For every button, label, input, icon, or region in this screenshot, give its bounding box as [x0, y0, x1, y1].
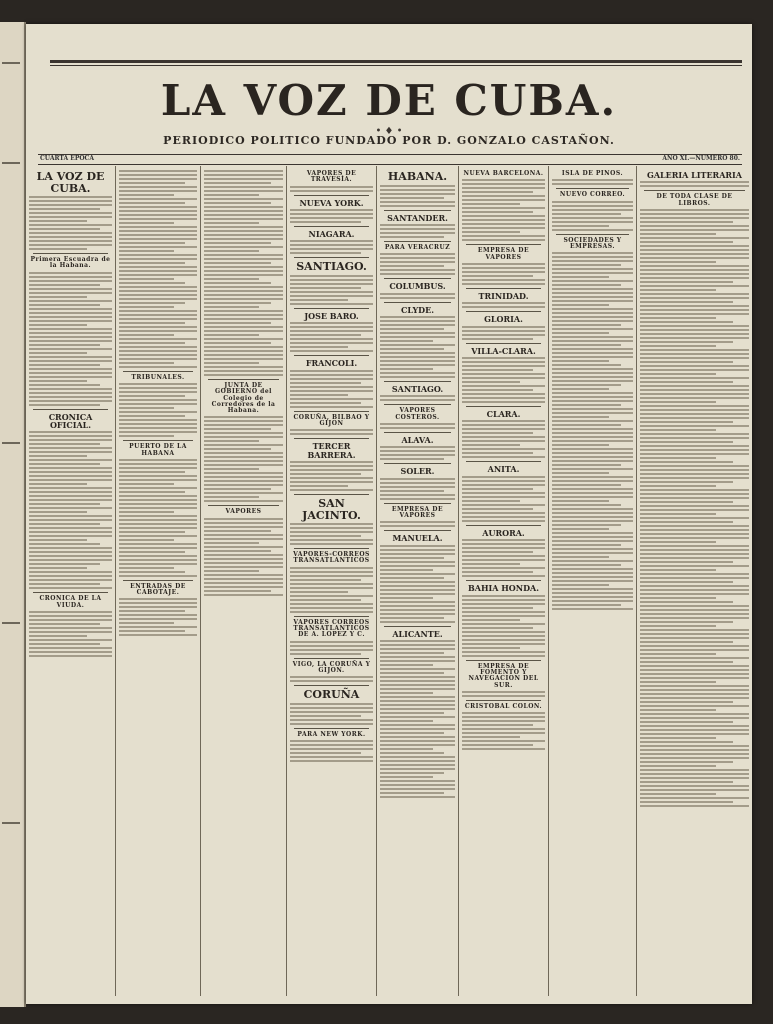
column-separator-rule	[294, 548, 369, 549]
article-heading: Primera Escuadra de la Habana.	[30, 256, 111, 270]
edition-label: CUARTA EPOCA	[40, 155, 94, 162]
article-heading: NUEVA BARCELONA.	[463, 170, 544, 177]
article-heading: EMPRESA DE FOMENTO Y NAVEGACION DEL SUR.	[468, 662, 539, 689]
article-body	[204, 416, 283, 502]
article-heading: COLUMBUS.	[389, 281, 446, 292]
article-body	[119, 598, 197, 636]
masthead-rule-thin	[50, 65, 742, 66]
article-body	[290, 740, 373, 762]
article-heading: PARA VERACRUZ	[384, 243, 451, 251]
article-heading: DE TODA CLASE DE LIBROS.	[656, 193, 733, 207]
column-separator-rule	[294, 308, 369, 309]
column-separator-rule	[384, 503, 451, 504]
article-heading: EMPRESA DE VAPORES	[391, 505, 444, 520]
article-body	[380, 224, 455, 238]
article-heading: GLORIA.	[484, 314, 523, 325]
article-heading: VAPORES DE TRAVESÍA.	[306, 170, 357, 184]
column-separator-rule	[123, 580, 193, 581]
column-separator-rule	[384, 626, 451, 627]
column-separator-rule	[466, 525, 541, 526]
article-heading: ANITA.	[487, 464, 520, 475]
article-body	[29, 272, 112, 406]
masthead-rule	[50, 60, 742, 63]
article-heading: SAN JACINTO.	[302, 497, 361, 522]
issue-number: AÑO XI.—NUMERO 80.	[662, 155, 740, 162]
article-heading: VAPORES	[225, 508, 262, 516]
column-separator-rule	[33, 409, 108, 410]
article-heading: TRIBUNALES.	[131, 374, 185, 381]
newspaper-column	[459, 166, 549, 996]
article-heading: TRINIDAD.	[478, 290, 529, 301]
article-heading: JOSE BARO.	[304, 310, 359, 321]
article-heading: CRONICA OFICIAL.	[48, 411, 93, 431]
article-heading: BAHIA HONDA.	[467, 583, 540, 594]
article-body	[640, 209, 749, 807]
article-heading: CRONICA DE LA VIUDA.	[39, 595, 102, 609]
article-heading: JUNTA DE GOBIERNO del Colegio de Corredores de la Habana.	[211, 382, 276, 415]
article-body	[380, 316, 455, 378]
article-heading: TERCER BARRERA.	[307, 441, 356, 460]
article-body	[290, 676, 373, 682]
article-body	[290, 275, 373, 305]
article-heading: ENTRADAS DE CABOTAJE.	[130, 582, 186, 597]
article-body	[380, 446, 455, 460]
column-separator-rule	[384, 530, 451, 531]
article-body	[462, 263, 545, 285]
article-body	[462, 326, 545, 340]
newspaper-column	[549, 166, 637, 996]
column-separator-rule	[556, 188, 629, 189]
article-body	[119, 383, 197, 437]
article-body	[552, 201, 633, 231]
article-body	[380, 293, 455, 299]
article-heading: SOLER.	[400, 466, 435, 477]
column-separator-rule	[466, 288, 541, 289]
column-separator-rule	[466, 244, 541, 245]
article-body	[380, 253, 455, 275]
article-body	[29, 611, 112, 657]
article-heading: NIAGARA.	[308, 228, 355, 239]
article-body	[552, 179, 633, 185]
article-heading: ALICANTE.	[392, 628, 443, 639]
article-body	[380, 521, 455, 527]
article-body	[290, 186, 373, 192]
article-body	[29, 196, 112, 250]
article-body	[29, 431, 112, 589]
newspaper-column	[116, 166, 201, 996]
article-body	[462, 476, 545, 522]
article-body	[290, 209, 373, 223]
column-separator-rule	[33, 592, 108, 593]
article-heading: SANTANDER.	[387, 212, 448, 223]
article-body	[380, 545, 455, 623]
article-heading: ISLA DE PINOS.	[561, 170, 624, 177]
column-separator-rule	[294, 438, 369, 439]
column-separator-rule	[466, 343, 541, 344]
article-body	[380, 395, 455, 401]
article-body	[462, 691, 545, 697]
column-separator-rule	[123, 371, 193, 372]
column-separator-rule	[294, 728, 369, 729]
article-heading: FRANCOLI.	[305, 358, 358, 369]
article-body	[290, 240, 373, 254]
article-body	[290, 370, 373, 408]
article-heading: SANTIAGO.	[391, 384, 444, 395]
article-body	[380, 185, 455, 207]
column-separator-rule	[294, 494, 369, 495]
dateline-rule-bottom	[38, 164, 742, 165]
column-separator-rule	[384, 463, 451, 464]
dateline-rule	[38, 154, 742, 155]
article-heading: VILLA-CLARA.	[471, 345, 536, 356]
column-separator-rule	[294, 658, 369, 659]
article-heading: CLYDE.	[400, 304, 434, 315]
masthead-ornament: • ♦ •	[375, 126, 403, 137]
article-heading: LA VOZ DE CUBA.	[36, 170, 105, 195]
column-separator-rule	[384, 302, 451, 303]
article-heading: EMPRESA DE VAPORES	[477, 247, 530, 261]
article-body	[290, 461, 373, 491]
newspaper-column	[26, 166, 116, 996]
article-body	[290, 641, 373, 655]
column-separator-rule	[466, 700, 541, 701]
column-separator-rule	[384, 432, 451, 433]
article-body	[204, 518, 283, 596]
article-body	[380, 423, 455, 429]
article-body	[462, 302, 545, 308]
column-separator-rule	[384, 404, 451, 405]
article-body	[119, 170, 197, 368]
newspaper-column	[201, 166, 287, 996]
article-heading: VAPORES COSTEROS.	[395, 407, 440, 421]
article-body	[380, 478, 455, 500]
column-separator-rule	[384, 278, 451, 279]
article-heading: VIGO, LA CORUÑA Y GIJON.	[292, 660, 371, 674]
column-separator-rule	[384, 241, 451, 242]
article-heading: CORUÑA	[303, 688, 360, 702]
column-separator-rule	[466, 461, 541, 462]
article-heading: ALAVA.	[401, 435, 434, 445]
article-body	[462, 595, 545, 657]
article-heading: SOCIEDADES Y EMPRESAS.	[563, 236, 622, 250]
column-separator-rule	[294, 685, 369, 686]
article-body	[462, 539, 545, 577]
column-separator-rule	[466, 580, 541, 581]
column-separator-rule	[294, 195, 369, 196]
column-separator-rule	[33, 253, 108, 254]
column-separator-rule	[294, 355, 369, 356]
column-separator-rule	[294, 411, 369, 412]
article-heading: MANUELA.	[392, 533, 443, 544]
article-body	[290, 703, 373, 725]
column-separator-rule	[466, 311, 541, 312]
column-separator-rule	[208, 379, 279, 380]
article-body	[290, 322, 373, 352]
article-heading: CLARA.	[486, 409, 521, 420]
column-separator-rule	[466, 406, 541, 407]
newspaper-column	[637, 166, 752, 996]
newspaper-column	[287, 166, 377, 996]
article-body	[462, 712, 545, 750]
article-heading: NUEVO CORREO.	[559, 191, 626, 199]
column-separator-rule	[556, 234, 629, 235]
column-separator-rule	[466, 660, 541, 661]
newspaper-column	[377, 166, 459, 996]
column-separator-rule	[644, 190, 745, 191]
masthead-subtitle: PERIODICO POLITICO FUNDADO POR D. GONZALO CASTAÑON.	[163, 134, 615, 147]
column-separator-rule	[208, 505, 279, 506]
newspaper-page	[26, 24, 752, 1004]
column-separator-rule	[123, 440, 193, 441]
article-heading: HABANA.	[387, 170, 448, 183]
article-body	[290, 567, 373, 613]
article-body	[204, 170, 283, 376]
article-heading: AURORA.	[482, 527, 525, 538]
adjacent-page-edge	[0, 22, 26, 1007]
article-body	[462, 357, 545, 403]
article-body	[380, 640, 455, 798]
article-body	[640, 181, 749, 187]
article-body	[290, 523, 373, 545]
article-heading: SANTIAGO.	[296, 260, 367, 274]
article-heading: CRISTOBAL COLON.	[464, 702, 543, 710]
article-heading: CORUÑA, BILBAO Y GIJON	[293, 413, 370, 427]
column-separator-rule	[384, 210, 451, 211]
article-body	[462, 420, 545, 458]
article-body	[119, 459, 197, 577]
column-separator-rule	[294, 616, 369, 617]
article-heading: GALERIA LITERARIA	[646, 170, 742, 180]
article-body	[552, 252, 633, 610]
article-body	[462, 179, 545, 241]
article-heading: PARA NEW YORK.	[297, 730, 366, 738]
column-separator-rule	[384, 381, 451, 382]
article-heading: PUERTO DE LA HABANA	[129, 443, 187, 457]
article-heading: VAPORES-CORREOS TRANSATLANTICOS	[293, 551, 370, 565]
column-separator-rule	[294, 226, 369, 227]
article-body	[290, 429, 373, 435]
article-heading: VAPORES CORREOS TRANSATLANTICOS DE A. LOPEZ Y C.	[293, 618, 370, 639]
masthead-title: LA VOZ DE CUBA.	[160, 76, 618, 125]
column-separator-rule	[294, 257, 369, 258]
article-heading: NUEVA YORK.	[299, 197, 364, 208]
